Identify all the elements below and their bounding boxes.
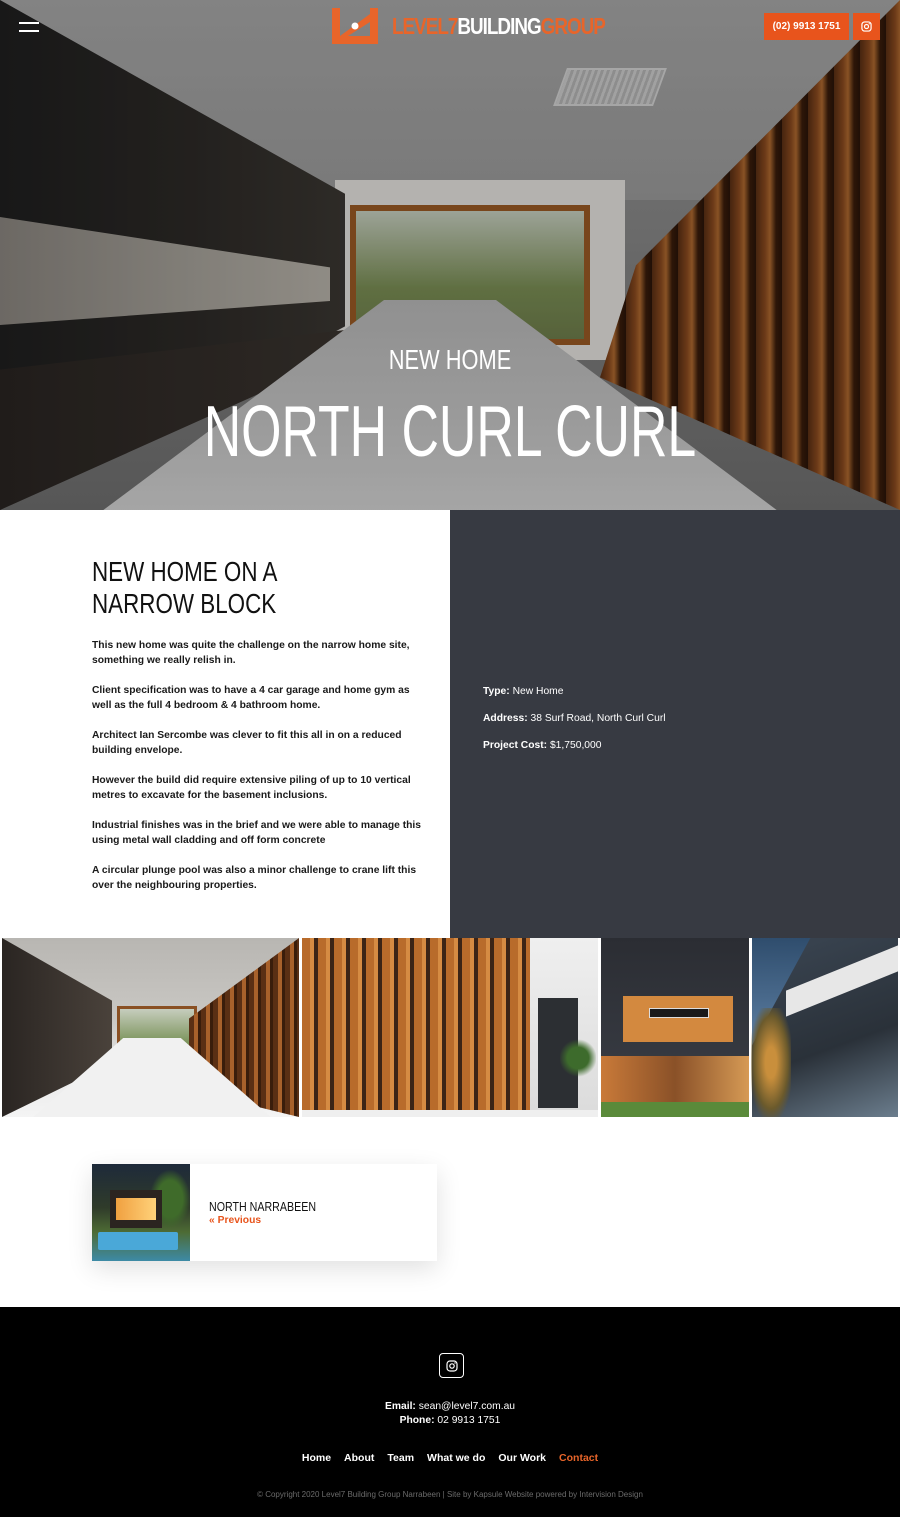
- hamburger-menu-icon[interactable]: [19, 20, 41, 34]
- description-paragraph: Client specification was to have a 4 car garage and home gym as well as the full 4 bedroom & 4 bathroom home.: [92, 685, 410, 711]
- description-paragraph: Architect Ian Sercombe was clever to fit this all in on a reduced building envelope.: [92, 730, 402, 756]
- spec-type: Type: New Home: [483, 686, 564, 697]
- project-description: [92, 638, 422, 908]
- instagram-icon: [446, 1360, 458, 1372]
- footer-nav-team[interactable]: Team: [387, 1452, 415, 1464]
- project-heading: NEW HOME ON A NARROW BLOCK: [92, 556, 277, 619]
- gallery-image-timber-screen[interactable]: [302, 938, 598, 1117]
- footer-phone[interactable]: Phone: 02 9913 1751: [399, 1415, 501, 1426]
- project-specs: [483, 686, 666, 767]
- instagram-button[interactable]: [853, 13, 880, 40]
- spec-address: Address: 38 Surf Road, North Curl Curl: [483, 713, 666, 724]
- hero-banner: [0, 0, 900, 510]
- previous-project-title[interactable]: NORTH NARRABEEN: [209, 1199, 317, 1214]
- phone-button[interactable]: (02) 9913 1751: [764, 13, 849, 40]
- site-logo[interactable]: [332, 8, 652, 44]
- description-paragraph: This new home was quite the challenge on the narrow home site, something we really relish in.: [92, 640, 410, 666]
- footer-nav: [0, 1452, 900, 1464]
- description-paragraph: A circular plunge pool was also a minor challenge to crane lift this over the neighbouring properties.: [92, 865, 417, 891]
- footer-nav-our-work[interactable]: Our Work: [498, 1452, 547, 1464]
- spec-cost: Project Cost: $1,750,000: [483, 740, 602, 751]
- previous-project-thumbnail[interactable]: [92, 1164, 190, 1261]
- logo-mark-icon: [332, 8, 378, 44]
- footer-nav-about[interactable]: About: [344, 1452, 375, 1464]
- gallery-image-kitchen[interactable]: [2, 938, 299, 1117]
- previous-link[interactable]: « Previous: [209, 1215, 262, 1226]
- footer-contact: [0, 1400, 900, 1428]
- hero-title: NORTH CURL CURL: [203, 392, 697, 472]
- hero-subtitle: NEW HOME: [388, 344, 512, 375]
- previous-project-card[interactable]: [92, 1164, 437, 1261]
- footer-copyright: © Copyright 2020 Level7 Building Group Narrabeen | Site by Kapsule Website powered by Intervision Design: [257, 1490, 643, 1499]
- footer-nav-home[interactable]: Home: [301, 1452, 332, 1464]
- gallery-image-exterior[interactable]: [601, 938, 898, 1117]
- logo-wordmark: LEVEL7BUILDINGGROUP: [392, 12, 605, 39]
- description-paragraph: However the build did require extensive piling of up to 10 vertical metres to excavate for the basement inclusions.: [92, 775, 411, 801]
- site-footer: [0, 1307, 900, 1517]
- footer-email[interactable]: Email: sean@level7.com.au: [384, 1401, 516, 1412]
- description-paragraph: Industrial finishes was in the brief and we were able to manage this using metal wall cladding and off form concrete: [92, 820, 422, 846]
- footer-nav-what-we-do[interactable]: What we do: [427, 1452, 486, 1464]
- project-gallery: [0, 938, 900, 1118]
- instagram-icon: [861, 21, 872, 32]
- footer-nav-contact[interactable]: Contact: [559, 1452, 599, 1464]
- footer-instagram-button[interactable]: [439, 1353, 464, 1378]
